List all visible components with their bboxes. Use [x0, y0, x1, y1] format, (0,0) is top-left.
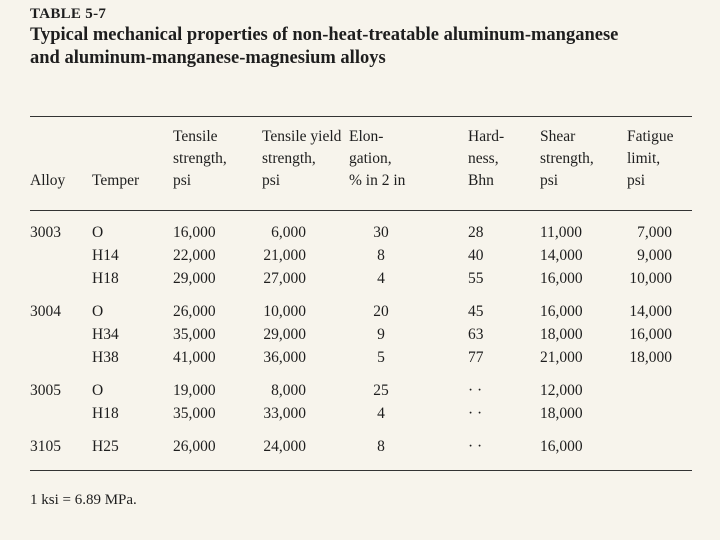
- cell-shear: 21,000: [540, 349, 583, 366]
- header-hard: [468, 126, 504, 192]
- header-yield: [262, 126, 341, 192]
- header-elong: [349, 126, 405, 192]
- cell-shear: 16,000: [540, 438, 583, 455]
- cell-hard: 45: [468, 303, 484, 320]
- cell-shear: 18,000: [540, 326, 583, 343]
- table-caption-line-1: Typical mechanical properties of non-heat-treatable aluminum-manganese: [30, 25, 619, 45]
- cell-alloy: 3005: [30, 382, 61, 399]
- table-caption-line-2: and aluminum-manganese-magnesium alloys: [30, 48, 386, 68]
- cell-temper: H18: [92, 405, 119, 422]
- header-hard-line: Hard-: [468, 128, 505, 145]
- cell-alloy: 3105: [30, 438, 61, 455]
- cell-yield: 6,000: [271, 224, 306, 241]
- table-title-block: [30, 4, 618, 70]
- header-rule: [30, 210, 692, 211]
- cell-fatigue: 16,000: [629, 326, 672, 343]
- cell-elong: 20: [373, 303, 389, 320]
- cell-alloy: 3004: [30, 303, 61, 320]
- cell-yield: 10,000: [263, 303, 306, 320]
- header-temper-line: [92, 148, 139, 170]
- header-alloy: [30, 126, 65, 192]
- cell-yield: 29,000: [263, 326, 306, 343]
- cell-tensile: 35,000: [173, 405, 216, 422]
- header-temper: [92, 126, 139, 192]
- cell-yield: 24,000: [263, 438, 306, 455]
- header-yield-line: strength,: [262, 150, 316, 167]
- header-yield-line: psi: [262, 172, 281, 189]
- cell-temper: O: [92, 303, 104, 320]
- header-elong-line: gation,: [349, 150, 392, 167]
- header-fatigue-line: Fatigue: [627, 128, 674, 145]
- header-fatigue-line: limit,: [627, 150, 661, 167]
- cell-shear: 16,000: [540, 270, 583, 287]
- cell-yield: 27,000: [263, 270, 306, 287]
- cell-tensile: 26,000: [173, 438, 216, 455]
- cell-shear: 18,000: [540, 405, 583, 422]
- header-alloy-line: [30, 148, 65, 170]
- cell-hard: 40: [468, 247, 484, 264]
- cell-yield: 33,000: [263, 405, 306, 422]
- cell-fatigue: 14,000: [629, 303, 672, 320]
- header-shear-line: Shear: [540, 128, 576, 145]
- cell-hard: 77: [468, 349, 484, 366]
- cell-tensile: 29,000: [173, 270, 216, 287]
- cell-shear: 11,000: [540, 224, 583, 241]
- header-tensile: [173, 126, 227, 192]
- cell-fatigue: 10,000: [629, 270, 672, 287]
- cell-temper: H14: [92, 247, 119, 264]
- header-tensile-line: strength,: [173, 150, 227, 167]
- cell-elong: 30: [373, 224, 389, 241]
- cell-elong: 9: [377, 326, 385, 343]
- cell-shear: 16,000: [540, 303, 583, 320]
- header-elong-line: % in 2 in: [349, 172, 406, 189]
- header-fatigue-line: psi: [627, 172, 646, 189]
- header-yield-line: Tensile yield: [262, 128, 342, 145]
- cell-tensile: 16,000: [173, 224, 216, 241]
- top-rule: [30, 116, 692, 117]
- table-footnote: 1 ksi = 6.89 MPa.: [30, 492, 137, 508]
- cell-hard: 63: [468, 326, 484, 343]
- header-fatigue: [627, 126, 674, 192]
- cell-tensile: 22,000: [173, 247, 216, 264]
- header-tensile-line: psi: [173, 172, 192, 189]
- bottom-rule: [30, 470, 692, 471]
- cell-shear: 12,000: [540, 382, 583, 399]
- cell-tensile: 26,000: [173, 303, 216, 320]
- cell-yield: 36,000: [263, 349, 306, 366]
- header-hard-line: Bhn: [468, 172, 494, 189]
- cell-elong: 8: [377, 438, 385, 455]
- cell-alloy: 3003: [30, 224, 61, 241]
- header-shear-line: psi: [540, 172, 559, 189]
- cell-fatigue: 9,000: [637, 247, 672, 264]
- cell-yield: 21,000: [263, 247, 306, 264]
- cell-temper: H38: [92, 349, 119, 366]
- cell-elong: 5: [377, 349, 385, 366]
- cell-elong: 8: [377, 247, 385, 264]
- cell-temper: H25: [92, 438, 119, 455]
- header-elong-line: Elon-: [349, 128, 384, 145]
- header-tensile-line: Tensile: [173, 128, 218, 145]
- header-hard-line: ness,: [468, 150, 499, 167]
- cell-hard: 55: [468, 270, 484, 287]
- cell-shear: 14,000: [540, 247, 583, 264]
- cell-hard: · ·: [468, 382, 483, 399]
- cell-tensile: 19,000: [173, 382, 216, 399]
- cell-elong: 4: [377, 270, 385, 287]
- header-shear-line: strength,: [540, 150, 594, 167]
- cell-elong: 4: [377, 405, 385, 422]
- cell-yield: 8,000: [271, 382, 306, 399]
- cell-fatigue: 18,000: [629, 349, 672, 366]
- header-alloy-line: [30, 126, 65, 148]
- cell-temper: O: [92, 224, 104, 241]
- cell-tensile: 35,000: [173, 326, 216, 343]
- cell-temper: O: [92, 382, 104, 399]
- cell-hard: · ·: [468, 438, 483, 455]
- header-shear: [540, 126, 594, 192]
- cell-temper: H18: [92, 270, 119, 287]
- cell-hard: · ·: [468, 405, 483, 422]
- header-alloy-line: Alloy: [30, 172, 66, 189]
- table-label: TABLE 5-7: [30, 6, 107, 22]
- cell-hard: 28: [468, 224, 484, 241]
- header-temper-line: Temper: [92, 172, 140, 189]
- header-temper-line: [92, 126, 139, 148]
- cell-tensile: 41,000: [173, 349, 216, 366]
- cell-temper: H34: [92, 326, 119, 343]
- cell-elong: 25: [373, 382, 389, 399]
- cell-fatigue: 7,000: [637, 224, 672, 241]
